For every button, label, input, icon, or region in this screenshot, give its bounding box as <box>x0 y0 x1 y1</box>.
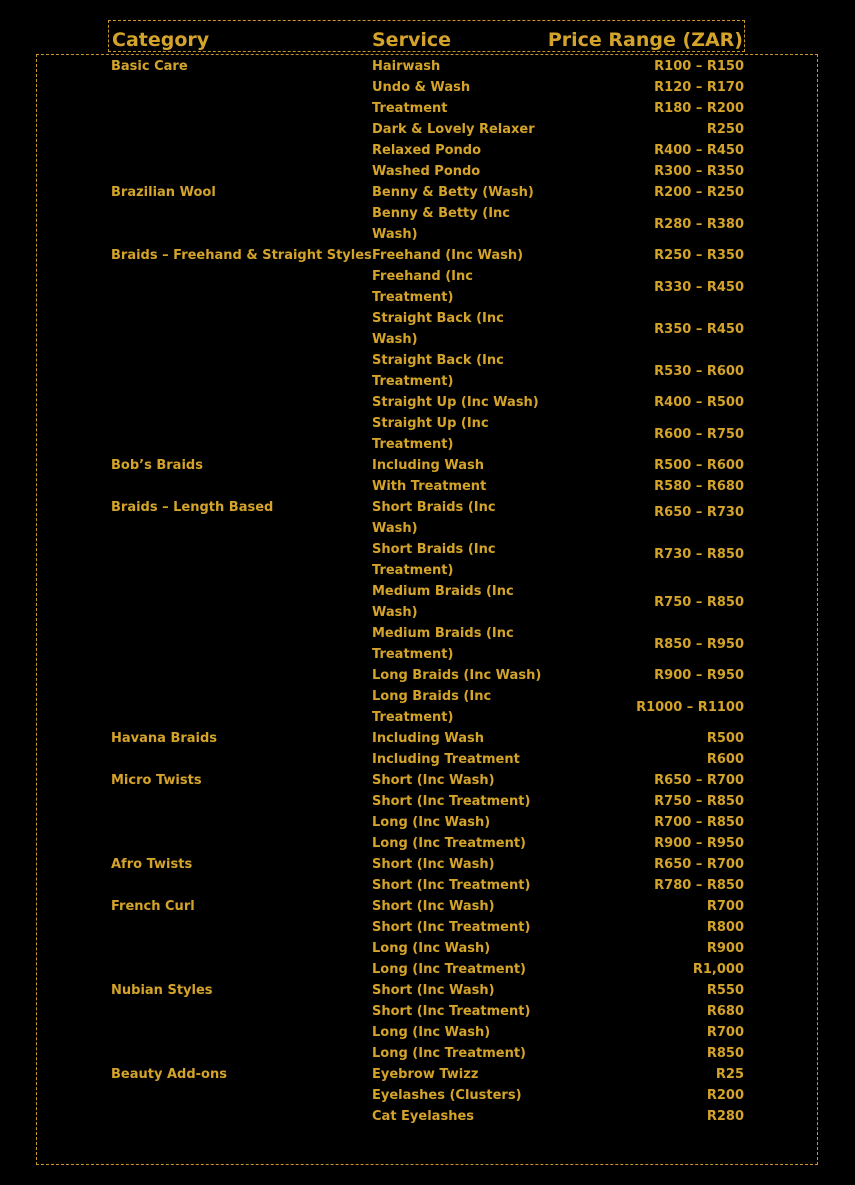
row-price: R780 – R850 <box>654 878 744 893</box>
row-price: R700 – R850 <box>654 815 744 830</box>
row-service: Hairwash <box>372 59 441 74</box>
row-service: Short (Inc Wash) <box>372 983 495 998</box>
table-row <box>0 56 855 77</box>
header-service: Service <box>372 29 451 51</box>
row-service: Benny & Betty (Inc Wash) <box>372 206 510 242</box>
row-service: Long (Inc Treatment) <box>372 962 526 977</box>
table-row <box>0 917 855 938</box>
table-row <box>0 266 855 308</box>
row-service: Short (Inc Wash) <box>372 857 495 872</box>
row-service: Straight Up (Inc Treatment) <box>372 416 489 452</box>
row-price: R500 – R600 <box>654 458 744 473</box>
row-service: Dark & Lovely Relaxer <box>372 122 535 137</box>
row-price: R180 – R200 <box>654 101 744 116</box>
row-price: R650 – R700 <box>654 773 744 788</box>
table-row <box>0 203 855 245</box>
row-service: Washed Pondo <box>372 164 481 179</box>
header-category: Category <box>112 29 210 51</box>
table-row <box>0 896 855 917</box>
table-row <box>0 1043 855 1064</box>
row-service: Long (Inc Treatment) <box>372 1046 526 1061</box>
row-price: R1000 – R1100 <box>636 699 744 715</box>
row-price: R200 <box>706 1088 744 1103</box>
table-row <box>0 392 855 413</box>
row-price: R730 – R850 <box>654 547 744 563</box>
row-service: Medium Braids (Inc Wash) <box>372 584 514 620</box>
table-row <box>0 455 855 476</box>
row-service: Benny & Betty (Wash) <box>372 185 534 200</box>
row-price: R25 <box>715 1067 744 1082</box>
row-category: Havana Braids <box>111 731 218 746</box>
row-price: R550 <box>706 983 744 998</box>
row-price: R800 <box>706 920 744 935</box>
table-row <box>0 98 855 119</box>
row-service: Long (Inc Wash) <box>372 1025 491 1040</box>
row-service: Long (Inc Wash) <box>372 815 491 830</box>
row-service: Straight Back (Inc Treatment) <box>372 353 504 389</box>
row-price: R330 – R450 <box>654 279 744 295</box>
table-row <box>0 875 855 896</box>
table-row <box>0 1022 855 1043</box>
row-price: R250 <box>706 122 744 137</box>
row-service: Freehand (Inc Wash) <box>372 248 524 263</box>
row-service: Short Braids (Inc Wash) <box>372 500 496 536</box>
row-price: R200 – R250 <box>654 185 744 200</box>
row-category: Bob’s Braids <box>111 458 203 473</box>
row-price: R700 <box>706 1025 744 1040</box>
table-row <box>0 308 855 350</box>
row-service: Short Braids (Inc Treatment) <box>372 542 496 578</box>
row-price: R900 – R950 <box>654 668 744 683</box>
row-category: Afro Twists <box>111 857 193 872</box>
table-row <box>0 497 855 536</box>
row-price: R120 – R170 <box>654 80 744 95</box>
row-service: Eyebrow Twizz <box>372 1067 479 1082</box>
row-price: R530 – R600 <box>654 363 744 379</box>
row-category: Beauty Add-ons <box>111 1067 227 1082</box>
row-price: R280 – R380 <box>654 216 744 232</box>
table-row <box>0 833 855 854</box>
table-row <box>0 581 855 623</box>
row-price: R900 – R950 <box>654 836 744 851</box>
table-row <box>0 854 855 875</box>
row-service: Short (Inc Treatment) <box>372 794 531 809</box>
table-row <box>0 938 855 959</box>
row-service: Long (Inc Wash) <box>372 941 491 956</box>
row-service: Long (Inc Treatment) <box>372 836 526 851</box>
row-price: R750 – R850 <box>654 594 744 610</box>
row-price: R850 <box>706 1046 744 1061</box>
row-price: R500 <box>706 731 744 746</box>
table-row <box>0 1001 855 1022</box>
row-category: Micro Twists <box>111 773 202 788</box>
table-row <box>0 245 855 266</box>
row-service: Short (Inc Wash) <box>372 773 495 788</box>
table-row <box>0 161 855 182</box>
table-row <box>0 980 855 1001</box>
row-service: Short (Inc Treatment) <box>372 920 531 935</box>
row-service: With Treatment <box>372 479 487 494</box>
row-category: Basic Care <box>111 59 188 74</box>
table-row <box>0 665 855 686</box>
row-service: Medium Braids (Inc Treatment) <box>372 626 514 662</box>
table-row <box>0 1106 855 1127</box>
row-service: Freehand (Inc Treatment) <box>372 269 473 305</box>
table-row <box>0 119 855 140</box>
table-row <box>0 140 855 161</box>
row-price: R350 – R450 <box>654 321 744 337</box>
row-service: Long Braids (Inc Wash) <box>372 668 542 683</box>
table-row <box>0 77 855 98</box>
row-service: Including Wash <box>372 458 484 473</box>
row-service: Short (Inc Treatment) <box>372 878 531 893</box>
row-service: Cat Eyelashes <box>372 1109 475 1124</box>
row-price: R1,000 <box>692 962 744 977</box>
row-price: R400 – R500 <box>654 395 744 410</box>
row-service: Long Braids (Inc Treatment) <box>372 689 492 725</box>
table-row <box>0 749 855 770</box>
row-price: R100 – R150 <box>654 59 744 74</box>
row-service: Including Treatment <box>372 752 520 767</box>
table-row <box>0 413 855 455</box>
table-row <box>0 1064 855 1085</box>
row-price: R750 – R850 <box>654 794 744 809</box>
row-category: Braids – Length Based <box>111 500 274 515</box>
row-service: Eyelashes (Clusters) <box>372 1088 522 1103</box>
table-row <box>0 728 855 749</box>
table-row <box>0 476 855 497</box>
row-service: Including Wash <box>372 731 484 746</box>
header-price-range: Price Range (ZAR) <box>547 29 743 51</box>
row-service: Undo & Wash <box>372 80 471 95</box>
row-price: R650 – R730 <box>654 505 744 521</box>
row-price: R900 <box>706 941 744 956</box>
table-row <box>0 350 855 392</box>
row-category: Nubian Styles <box>111 983 213 998</box>
row-price: R700 <box>706 899 744 914</box>
row-price: R580 – R680 <box>654 479 744 494</box>
row-service: Straight Up (Inc Wash) <box>372 395 539 410</box>
row-price: R300 – R350 <box>654 164 744 179</box>
row-price: R650 – R700 <box>654 857 744 872</box>
row-price: R400 – R450 <box>654 143 744 158</box>
table-row <box>0 182 855 203</box>
row-category: Braids – Freehand & Straight Styles <box>111 248 372 263</box>
row-price: R850 – R950 <box>654 636 744 652</box>
row-price: R250 – R350 <box>654 248 744 263</box>
row-category: Brazilian Wool <box>111 185 216 200</box>
table-row <box>0 623 855 665</box>
row-service: Short (Inc Treatment) <box>372 1004 531 1019</box>
row-service: Short (Inc Wash) <box>372 899 495 914</box>
row-service: Straight Back (Inc Wash) <box>372 311 504 347</box>
table-row <box>0 529 855 582</box>
row-price: R680 <box>706 1004 744 1019</box>
row-service: Relaxed Pondo <box>372 143 482 158</box>
row-price: R280 <box>706 1109 744 1124</box>
table-row <box>0 791 855 812</box>
table-row <box>0 959 855 980</box>
row-category: French Curl <box>111 899 195 914</box>
row-service: Treatment <box>372 101 448 116</box>
row-price: R600 <box>706 752 744 767</box>
row-price: R600 – R750 <box>654 426 744 442</box>
table-row <box>0 686 855 728</box>
table-row <box>0 770 855 791</box>
table-row <box>0 1085 855 1106</box>
table-row <box>0 812 855 833</box>
